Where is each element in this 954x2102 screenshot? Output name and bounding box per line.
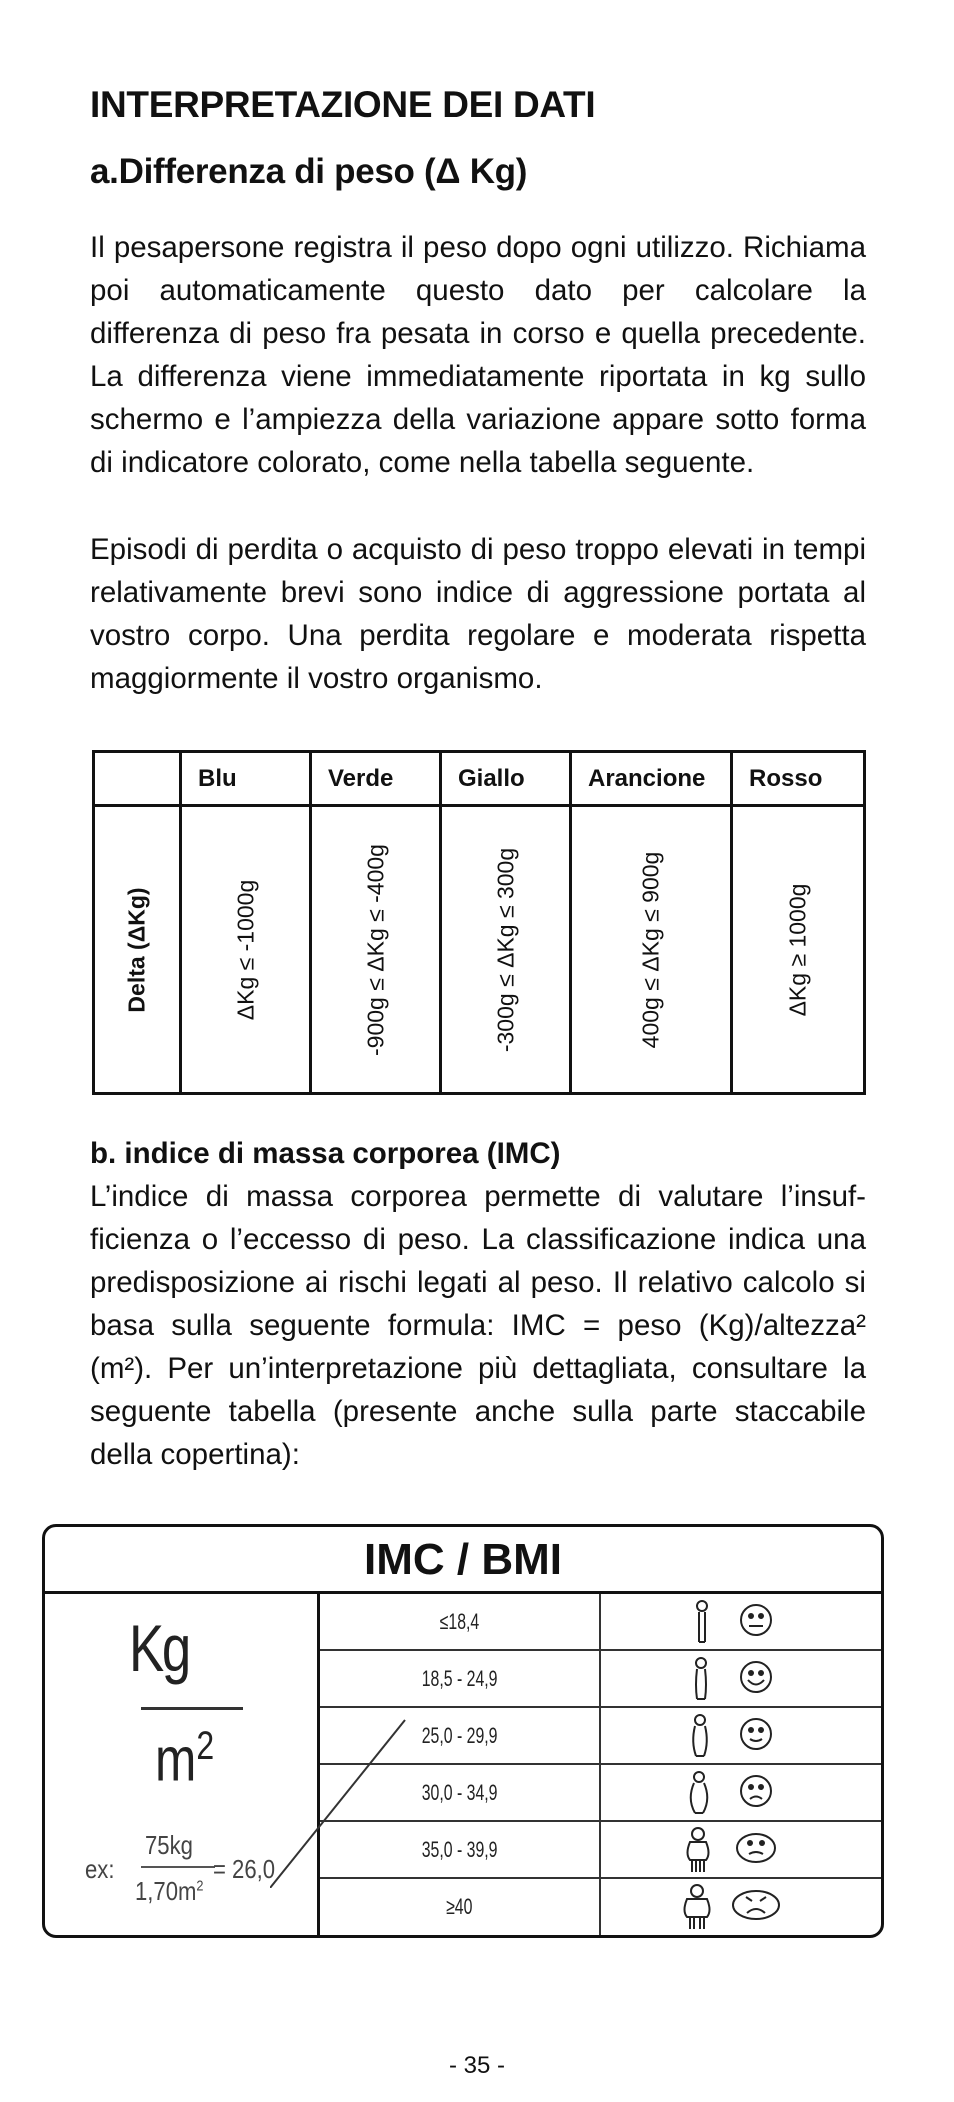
delta-header-arancione: Arancione [571,752,732,806]
distressed-face-icon [730,1887,782,1923]
example-label: ex: [85,1854,115,1884]
example-pointer-line [270,1718,410,1888]
formula-denominator: $m^2$ [155,1724,215,1795]
delta-table-corner [94,752,181,806]
delta-header-blu: Blu [181,752,311,806]
delta-cell-blu [181,806,311,1094]
happy-face-icon [738,1659,774,1695]
delta-value-giallo: -300g ≤ ΔKg ≤ 300g [492,847,518,1052]
example-fraction-line [141,1866,215,1868]
paragraph-bmi: L’indice di massa corporea permette di valutare l’insufficienza o l’eccesso di peso. La classificazione indica una predisposizione ai rischi legati al peso. Il relativo calcolo si basa sulla seguente formula: IMC = peso (Kg)/altezza² (m²). Per un’interpretazione più dettagliata, consultare la seguente tabella (presente anche sulla parte staccabile della copertina): [90,1180,866,1471]
neutral-face-icon [738,1602,774,1638]
morbid-obese-figure-icon [682,1883,712,1933]
delta-header-verde: Verde [311,752,441,806]
delta-value-verde: -900g ≤ ΔKg ≤ -400g [362,843,388,1056]
example-result: = 26,0 [213,1854,276,1884]
delta-value-blu: ΔKg ≤ -1000g [232,879,258,1020]
worried-face-icon [734,1830,778,1866]
delta-header-giallo: Giallo [441,752,571,806]
delta-cell-rosso [732,806,865,1094]
paragraph-weight-difference: Il pesapersone registra il peso dopo ogni utilizzo. Richiama poi automaticamente questo dato per calcolare la differenza di peso fra pesata in corso e quella precedente. La differenza viene immediatamente riportata in kg sullo schermo e l’ampiezza della variazione appare sotto forma di indicatore colorato, come nella tabella seguente. [90,231,866,479]
subsection-b-title: b. indice di massa corporea (IMC) [90,1137,561,1170]
delta-row-label: Delta (ΔKg) [123,886,150,1013]
subsection-a-title: a.Differenza di peso (Δ Kg) [90,152,528,191]
delta-cell-arancione [571,806,732,1094]
formula-numerator: Kg [129,1611,189,1685]
bmi-range: 30,0 - 34,9 [320,1765,601,1820]
delta-cell-giallo [441,806,571,1094]
delta-cell-verde [311,806,441,1094]
bmi-range: 18,5 - 24,9 [320,1651,601,1706]
delta-table-value-row [94,806,865,1094]
overweight-figure-icon [688,1712,712,1762]
bmi-row [320,1651,881,1708]
severe-obese-figure-icon [684,1826,712,1876]
sad-face-icon [738,1773,774,1809]
delta-value-rosso: ΔKg ≥ 1000g [784,883,811,1016]
bmi-range: ≥40 [320,1879,601,1936]
bmi-range: ≤18,4 [320,1594,601,1649]
delta-weight-table [92,750,866,1095]
example-numerator: 75kg [145,1830,193,1860]
paragraph-weight-episodes: Episodi di perdita o acquisto di peso troppo elevati in tempi relativamente brevi sono indice di aggressione portata al vostro corpo. Una perdita regolare e moderata rispetta maggiormente il vostro organismo. [90,533,866,695]
section-title: INTERPRETAZIONE DEI DATI [90,84,596,125]
delta-table-header-row [94,752,865,806]
delta-row-label-cell [94,806,181,1094]
obese-figure-icon [686,1769,712,1819]
formula-fraction-line [141,1707,243,1710]
example-denominator: $1,70m^2$ [135,1876,204,1906]
bmi-range: 35,0 - 39,9 [320,1822,601,1877]
bmi-card-title: IMC / BMI [45,1527,881,1594]
delta-header-rosso: Rosso [732,752,865,806]
thin-figure-icon [692,1598,712,1648]
delta-value-arancione: 400g ≤ ΔKg ≤ 900g [637,851,664,1048]
bmi-card [42,1524,884,1938]
normal-figure-icon [690,1655,712,1705]
bmi-range: 25,0 - 29,9 [320,1708,601,1763]
page-number: - 35 - [448,2052,505,2079]
smile-face-icon [738,1716,774,1752]
bmi-row [320,1594,881,1651]
